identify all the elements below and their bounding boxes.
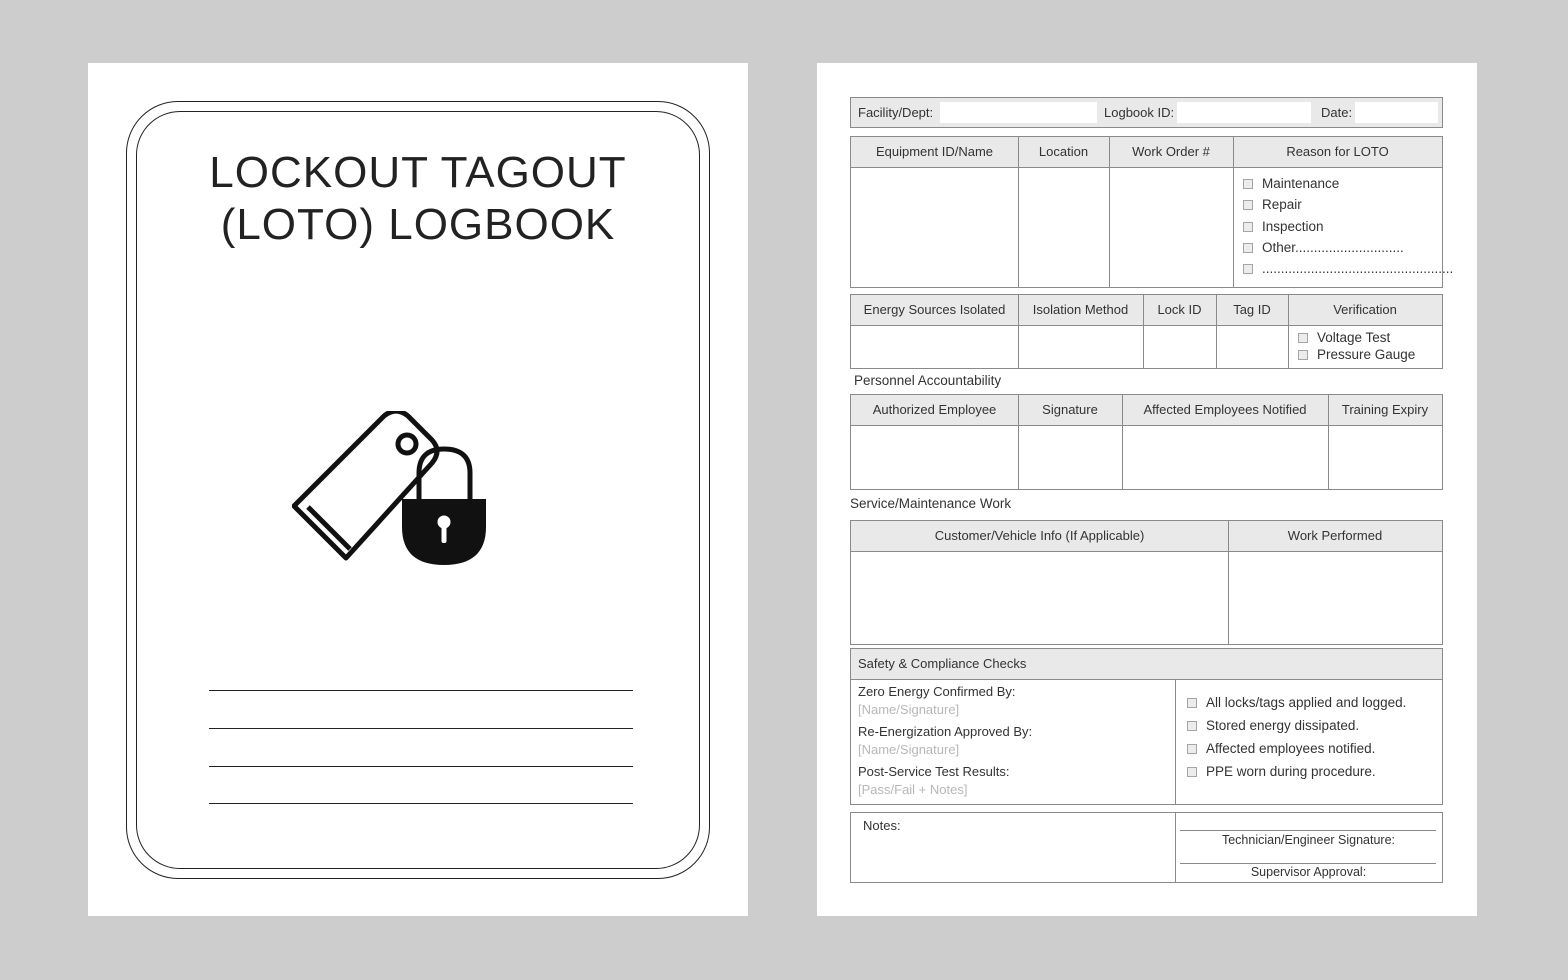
col-isolation-method: Isolation Method bbox=[1018, 295, 1143, 326]
facility-field[interactable] bbox=[940, 102, 1097, 123]
checkbox[interactable] bbox=[1187, 767, 1197, 777]
technician-signature-line[interactable] bbox=[1180, 830, 1436, 831]
post-service-label: Post-Service Test Results: bbox=[858, 764, 1010, 779]
cover-title-line-1: LOCKOUT TAGOUT bbox=[209, 148, 627, 197]
supervisor-approval-line[interactable] bbox=[1180, 863, 1436, 864]
form-page bbox=[817, 63, 1477, 916]
date-field[interactable] bbox=[1355, 102, 1438, 123]
col-work-order: Work Order # bbox=[1109, 137, 1233, 168]
technician-signature-label: Technician/Engineer Signature: bbox=[1221, 833, 1396, 847]
reason-option[interactable]: Maintenance bbox=[1243, 176, 1339, 191]
cover-write-line[interactable] bbox=[209, 766, 633, 767]
notes-label: Notes: bbox=[863, 818, 901, 833]
safety-check[interactable]: All locks/tags applied and logged. bbox=[1187, 695, 1406, 710]
checkbox[interactable] bbox=[1243, 200, 1253, 210]
personnel-section-label: Personnel Accountability bbox=[854, 373, 1002, 388]
col-equipment-id: Equipment ID/Name bbox=[851, 137, 1018, 168]
date-label: Date: bbox=[1321, 105, 1353, 120]
padlock-with-tag-icon bbox=[292, 411, 492, 571]
checkbox[interactable] bbox=[1298, 350, 1308, 360]
equipment-table bbox=[850, 136, 1454, 288]
checkbox[interactable] bbox=[1243, 264, 1253, 274]
checkbox[interactable] bbox=[1187, 698, 1197, 708]
checkbox[interactable] bbox=[1243, 179, 1253, 189]
reason-option[interactable]: Repair bbox=[1243, 197, 1302, 212]
reason-option[interactable]: ................................................... bbox=[1243, 261, 1453, 276]
cover-page bbox=[88, 63, 748, 916]
col-verification: Verification bbox=[1288, 295, 1442, 326]
col-signature: Signature bbox=[1018, 395, 1122, 426]
post-service-field[interactable]: [Pass/Fail + Notes] bbox=[858, 782, 968, 797]
safety-check[interactable]: Stored energy dissipated. bbox=[1187, 718, 1359, 733]
logbook-id-field[interactable] bbox=[1177, 102, 1311, 123]
zero-energy-field[interactable]: [Name/Signature] bbox=[858, 702, 960, 717]
service-section-label: Service/Maintenance Work bbox=[850, 496, 1012, 511]
col-reason: Reason for LOTO bbox=[1233, 137, 1442, 168]
col-training-expiry: Training Expiry bbox=[1328, 395, 1442, 426]
col-customer-vehicle-info: Customer/Vehicle Info (If Applicable) bbox=[851, 521, 1228, 552]
re-energization-label: Re-Energization Approved By: bbox=[858, 724, 1033, 739]
cover-write-line[interactable] bbox=[209, 728, 633, 729]
cover-write-line[interactable] bbox=[209, 690, 633, 691]
energy-table bbox=[850, 294, 1443, 369]
checkbox[interactable] bbox=[1298, 333, 1308, 343]
col-authorized-employee: Authorized Employee bbox=[851, 395, 1018, 426]
logbook-id-label: Logbook ID: bbox=[1104, 105, 1175, 120]
safety-check[interactable]: Affected employees notified. bbox=[1187, 741, 1375, 756]
facility-label: Facility/Dept: bbox=[858, 105, 934, 120]
verification-option[interactable]: Pressure Gauge bbox=[1298, 347, 1415, 362]
personnel-table bbox=[850, 394, 1443, 490]
col-affected-employees: Affected Employees Notified bbox=[1122, 395, 1328, 426]
verification-option[interactable]: Voltage Test bbox=[1298, 330, 1390, 345]
cover-title-line-2: (LOTO) LOGBOOK bbox=[220, 200, 616, 249]
checkbox[interactable] bbox=[1187, 744, 1197, 754]
checkbox[interactable] bbox=[1243, 243, 1253, 253]
footer-section bbox=[850, 812, 1443, 883]
checkbox[interactable] bbox=[1187, 721, 1197, 731]
reason-option[interactable]: Inspection bbox=[1243, 219, 1324, 234]
service-table bbox=[850, 520, 1443, 645]
col-energy-sources: Energy Sources Isolated bbox=[851, 295, 1018, 326]
col-work-performed: Work Performed bbox=[1228, 521, 1442, 552]
cover-write-line[interactable] bbox=[209, 803, 633, 804]
supervisor-approval-label: Supervisor Approval: bbox=[1250, 865, 1367, 879]
safety-title: Safety & Compliance Checks bbox=[851, 649, 1442, 680]
col-tag-id: Tag ID bbox=[1216, 295, 1288, 326]
re-energization-field[interactable]: [Name/Signature] bbox=[858, 742, 960, 757]
safety-section bbox=[850, 648, 1443, 805]
header-row bbox=[850, 97, 1443, 128]
col-lock-id: Lock ID bbox=[1143, 295, 1216, 326]
col-location: Location bbox=[1018, 137, 1109, 168]
zero-energy-label: Zero Energy Confirmed By: bbox=[858, 684, 1016, 699]
safety-check[interactable]: PPE worn during procedure. bbox=[1187, 764, 1376, 779]
reason-option[interactable]: Other............................. bbox=[1243, 240, 1404, 255]
checkbox[interactable] bbox=[1243, 222, 1253, 232]
